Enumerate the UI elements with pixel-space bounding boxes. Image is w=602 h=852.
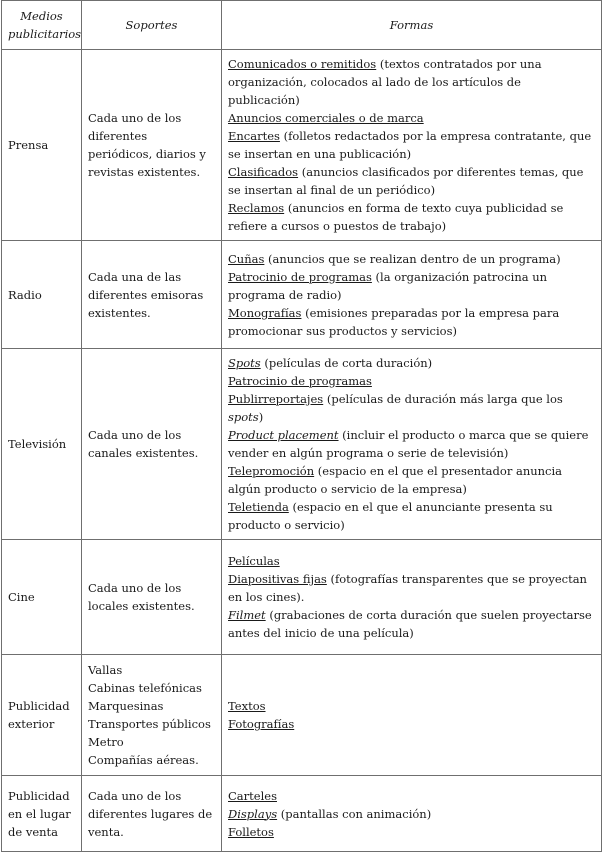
table-row-cine — [2, 540, 602, 655]
forma-term: Publirreportajes — [228, 392, 324, 406]
soporte-line: Vallas — [88, 663, 123, 677]
forma-term: Displays — [228, 806, 278, 821]
forma-item — [228, 715, 595, 733]
formas-cell — [222, 241, 602, 349]
forma-desc: (emisiones preparadas por la empresa para promocionar sus productos y servicios) — [228, 305, 560, 338]
formas-cell — [222, 50, 602, 241]
forma-item — [228, 109, 595, 127]
forma-item — [228, 462, 595, 498]
forma-item — [228, 552, 595, 570]
forma-term: Monografías — [228, 305, 302, 320]
soporte-cell: Cada una de las diferentes emisoras existentes. — [82, 241, 222, 349]
forma-desc: (grabaciones de corta duración que suelen proyectarse antes del inicio de una película) — [228, 608, 592, 640]
medio-cell: Cine — [2, 540, 82, 655]
forma-term: Textos — [228, 699, 266, 713]
formas-cell — [222, 540, 602, 655]
forma-desc: (pantallas con animación) — [277, 806, 432, 821]
table-row-lugar-de-venta — [2, 776, 602, 852]
forma-item — [228, 498, 595, 534]
forma-term: Encartes — [228, 129, 280, 143]
forma-term: Clasificados — [228, 165, 299, 179]
forma-term: Cuñas — [228, 251, 265, 266]
forma-desc: (espacio en el que el anunciante presenta su producto o servicio) — [228, 500, 553, 532]
forma-term: Reclamos — [228, 201, 285, 215]
forma-term: Comunicados o remitidos — [228, 57, 377, 71]
forma-term: Patrocinio de programas — [228, 374, 372, 388]
header-formas: Formas — [222, 1, 602, 50]
soporte-cell — [82, 655, 222, 776]
soporte-line: Marquesinas — [88, 699, 164, 713]
forma-desc: (la organización patrocina un programa de radio) — [228, 269, 548, 302]
soporte-line: Cabinas telefónicas — [88, 681, 202, 695]
forma-item — [228, 127, 595, 163]
forma-desc: (espacio en el que el presentador anuncia algún producto o servicio de la empresa) — [228, 464, 563, 496]
medio-cell: Prensa — [2, 50, 82, 241]
forma-desc: (películas de corta duración) — [260, 356, 433, 370]
forma-term: Anuncios comerciales o de marca — [228, 111, 424, 125]
forma-term: Patrocinio de programas — [228, 269, 372, 284]
header-soportes: Soportes — [82, 1, 222, 50]
forma-desc: (fotografías transparentes que se proyectan en los cines). — [228, 572, 587, 604]
soporte-line: Compañías aéreas. — [88, 753, 199, 767]
forma-desc-end: ) — [258, 410, 264, 424]
forma-item — [228, 697, 595, 715]
formas-cell — [222, 776, 602, 852]
forma-desc: (incluir el producto o marca que se quiere vender en algún programa o serie de televisión) — [228, 428, 589, 460]
table-row-publicidad-exterior — [2, 655, 602, 776]
forma-item — [228, 805, 595, 823]
soporte-line: Metro — [88, 735, 124, 749]
table-row-prensa — [2, 50, 602, 241]
forma-desc-italic: spots — [228, 410, 259, 424]
forma-term: Folletos — [228, 824, 274, 839]
forma-item — [228, 55, 595, 109]
medio-cell: Televisión — [2, 349, 82, 540]
medio-cell: Publicidad en el lugar de venta — [2, 776, 82, 852]
forma-term: Telepromoción — [228, 464, 315, 478]
table-row-television — [2, 349, 602, 540]
forma-desc: (folletos redactados por la empresa contratante, que se insertan en una publicación) — [228, 129, 592, 161]
forma-item — [228, 570, 595, 606]
soporte-cell: Cada uno de los canales existentes. — [82, 349, 222, 540]
forma-desc: (anuncios en forma de texto cuya publicidad se refiere a cursos o puestos de trabajo) — [228, 201, 564, 233]
forma-item — [228, 606, 595, 642]
forma-term: Fotografías — [228, 717, 295, 731]
forma-desc: (anuncios clasificados por diferentes temas, que se insertan al final de un periódico) — [228, 165, 584, 197]
forma-item — [228, 354, 595, 372]
forma-term: Carteles — [228, 788, 277, 803]
formas-cell — [222, 655, 602, 776]
header-medios: Medios publicitarios — [2, 1, 82, 50]
forma-desc: (películas de duración más larga que los — [323, 392, 563, 406]
forma-term: Películas — [228, 554, 280, 568]
medio-cell: Radio — [2, 241, 82, 349]
forma-desc: (textos contratados por una organización, colocados al lado de los artículos de publicación) — [228, 57, 542, 107]
soporte-cell: Cada uno de los locales existentes. — [82, 540, 222, 655]
medio-cell: Publicidad exterior — [2, 655, 82, 776]
forma-item — [228, 304, 595, 340]
forma-item — [228, 390, 595, 426]
forma-item — [228, 250, 595, 268]
forma-desc: (anuncios que se realizan dentro de un programa) — [264, 251, 561, 266]
soporte-cell: Cada uno de los diferentes periódicos, diarios y revistas existentes. — [82, 50, 222, 241]
forma-item — [228, 823, 595, 841]
forma-item — [228, 268, 595, 304]
forma-term: Spots — [228, 356, 261, 370]
forma-item — [228, 426, 595, 462]
forma-term: Teletienda — [228, 500, 289, 514]
advertising-media-table — [1, 0, 602, 852]
forma-term: Diapositivas fijas — [228, 572, 327, 586]
forma-item — [228, 787, 595, 805]
soporte-cell: Cada uno de los diferentes lugares de venta. — [82, 776, 222, 852]
forma-item — [228, 199, 595, 235]
soporte-line: Transportes públicos — [88, 717, 211, 731]
forma-term: Filmet — [228, 608, 266, 622]
forma-term: Product placement — [228, 428, 339, 442]
formas-cell — [222, 349, 602, 540]
table-row-radio — [2, 241, 602, 349]
forma-item — [228, 163, 595, 199]
header-row — [2, 1, 602, 50]
forma-item — [228, 372, 595, 390]
